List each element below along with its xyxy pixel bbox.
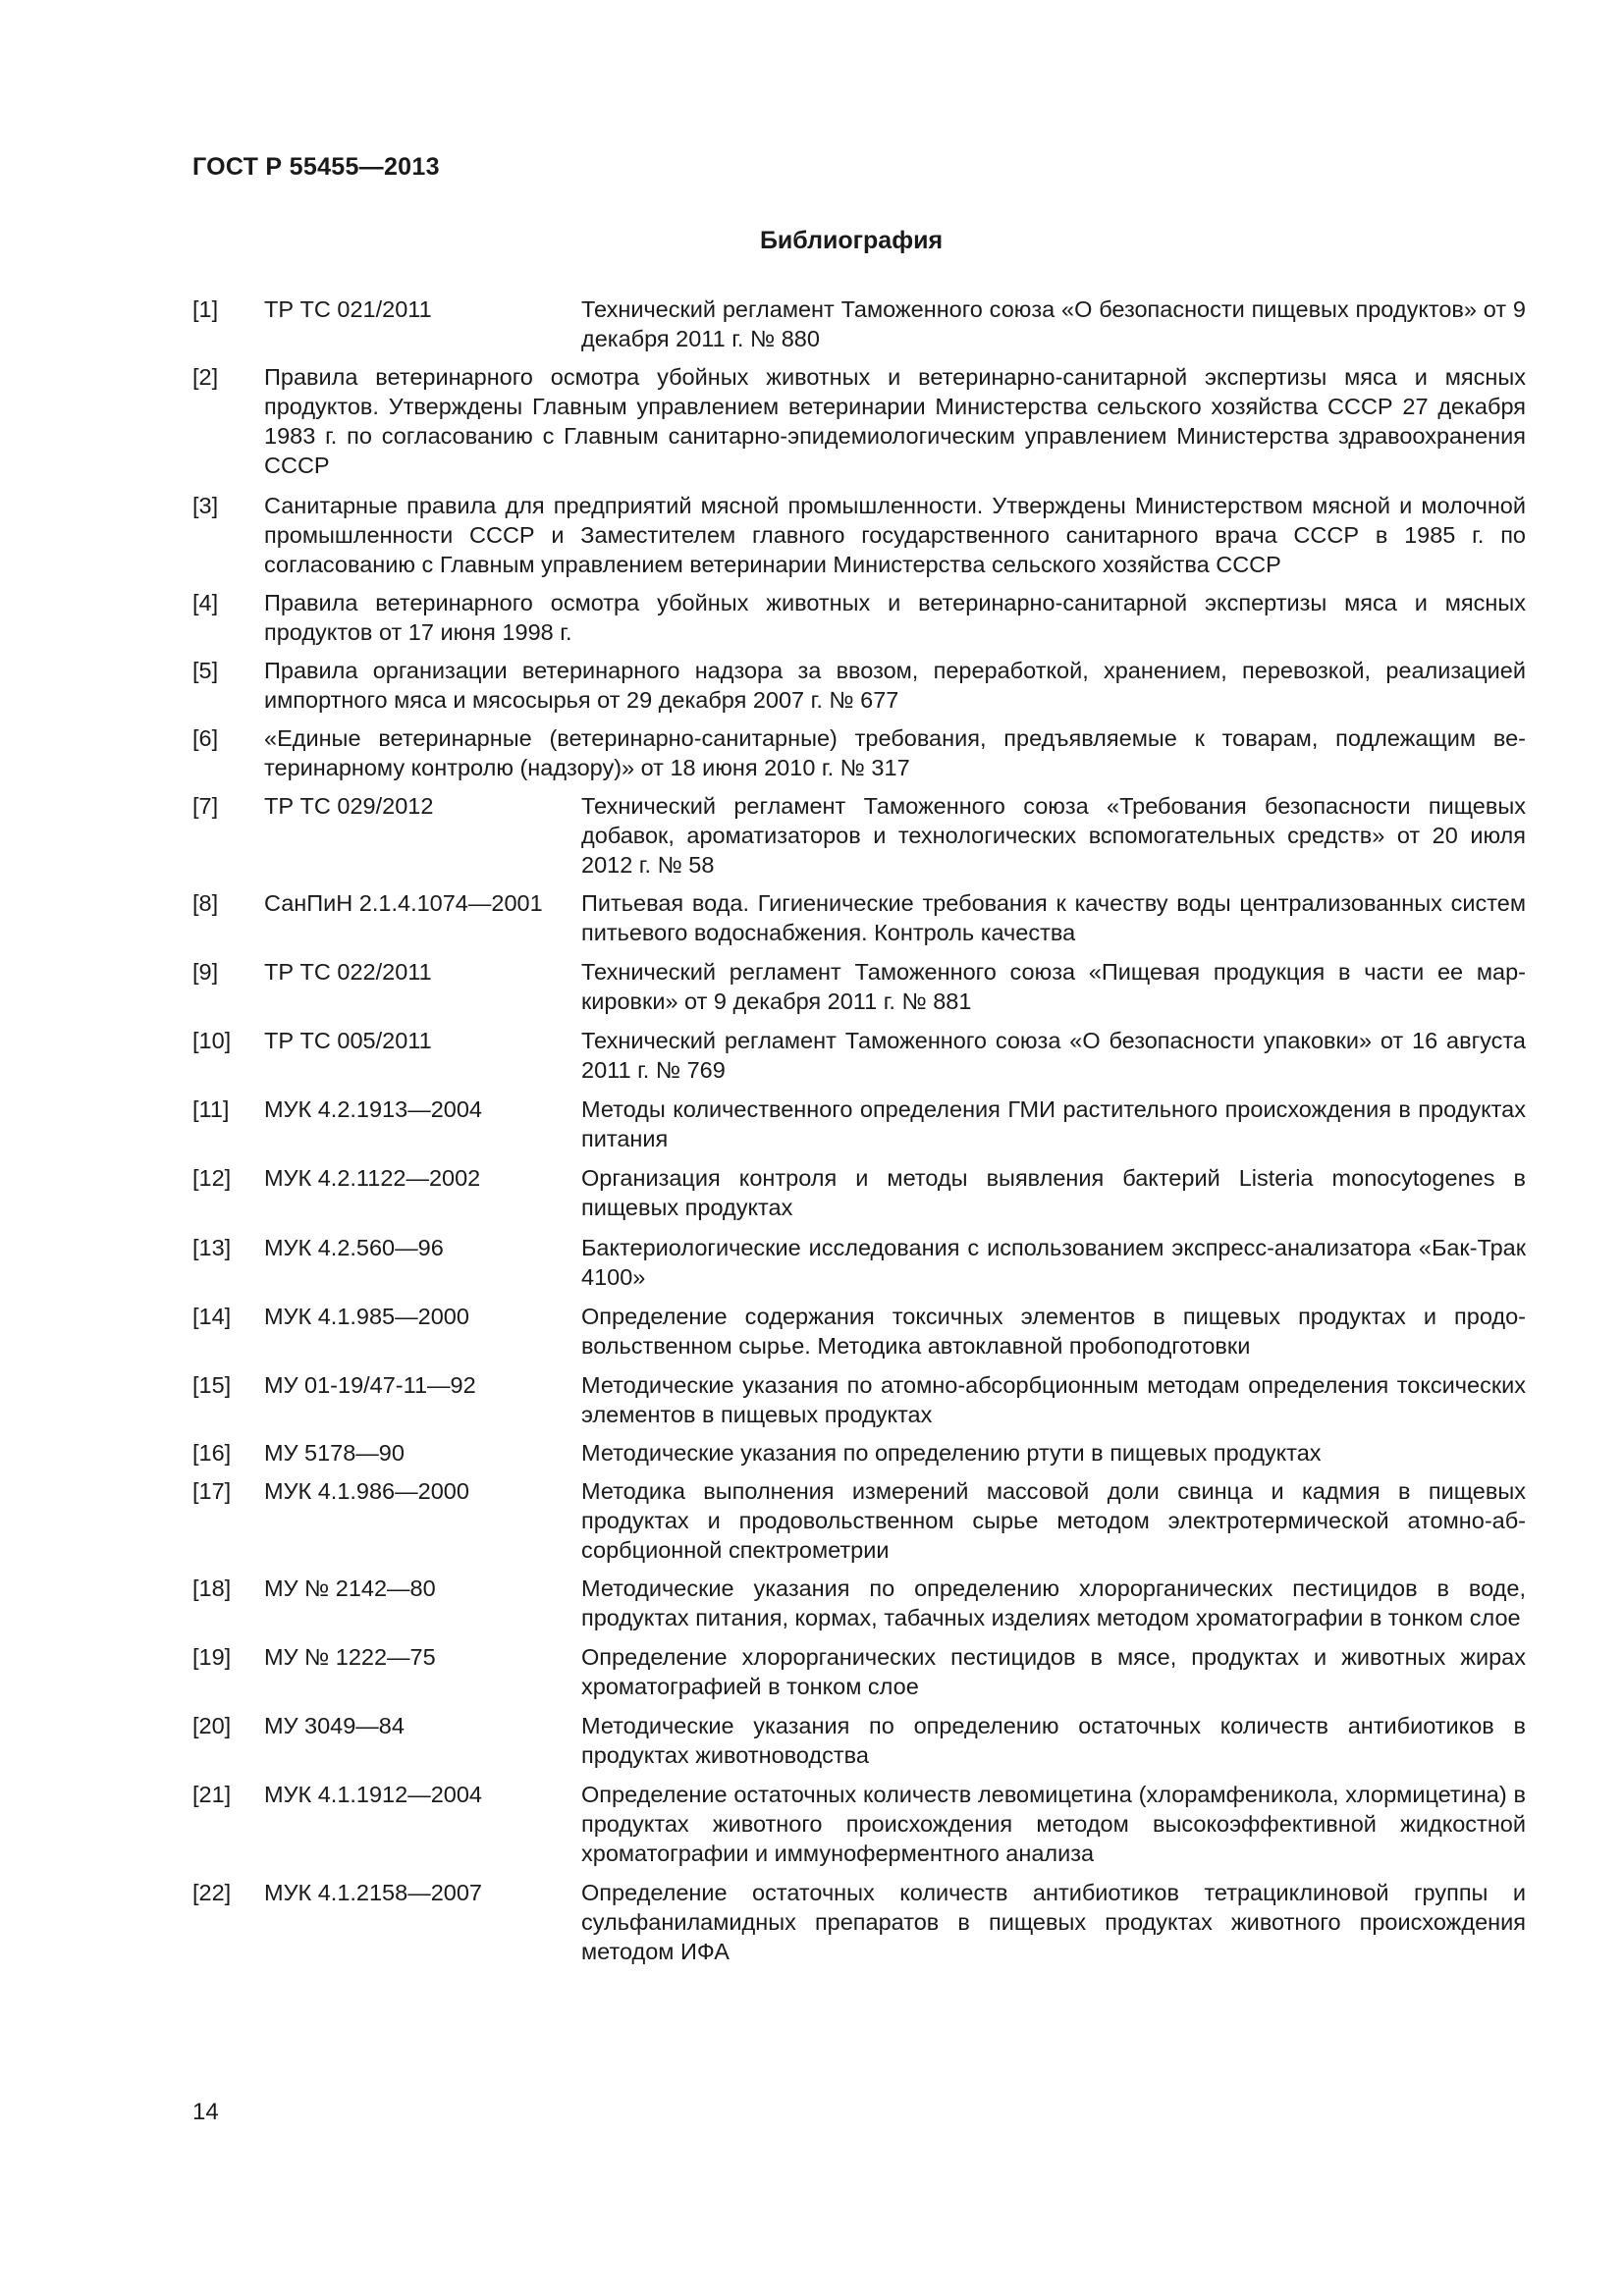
page-number: 14: [192, 2099, 219, 2125]
bibliography-entry: [192, 888, 1526, 947]
entry-text: Определение содержания токсичных элементов в пищевых продуктах и продовольственном сырье. Методика автоклавной пробоподготовки: [581, 1304, 1526, 1359]
entry-text: Санитарные правила для предприятий мясной промышленности. Утверждены Министерством мясной и молочной промышленности СССР и Заместителем главного государственного санитарного врача СССР в 1985 г. по согласованию с Главным управлением ветеринарии Министерства сельского хозяйства СССР: [264, 493, 1526, 577]
bibliography-entry: [192, 1438, 1526, 1468]
entry-text: Методические указания по определению остаточных количеств антибиотиков в продуктах животноводства: [581, 1713, 1526, 1768]
entry-number: [22]: [192, 1880, 232, 1905]
entry-number: [19]: [192, 1644, 232, 1670]
entry-number: [9]: [192, 959, 219, 985]
entry-code: ТР ТС 005/2011: [264, 1028, 432, 1053]
entry-number: [11]: [192, 1096, 230, 1122]
entry-code: МУК 4.1.985—2000: [264, 1304, 469, 1329]
bibliography-entry: [192, 588, 1526, 647]
bibliography-entry: [192, 957, 1526, 1016]
bibliography-entry: [192, 723, 1526, 782]
entry-code: МУК 4.1.1912—2004: [264, 1782, 482, 1807]
entry-code: МУК 4.2.1122—2002: [264, 1165, 481, 1191]
bibliography-entry: [192, 1233, 1526, 1292]
entry-code: ТР ТС 029/2012: [264, 793, 434, 819]
entry-text: Определение хлорорганических пестицидов в мясе, продуктах и животных жирах хроматографией в тонком слое: [581, 1644, 1526, 1699]
entry-code: МУК 4.2.1913—2004: [264, 1096, 482, 1122]
section-title: Библиография: [759, 227, 944, 254]
entry-number: [16]: [192, 1440, 232, 1466]
bibliography-entry: [192, 1711, 1526, 1770]
entry-number: [3]: [192, 493, 219, 518]
entry-text: Питьевая вода. Гигиенические требования к качеству воды централизованных систем питьевого водоснабжения. Контроль качества: [581, 890, 1526, 945]
entry-code: СанПиН 2.1.4.1074—2001: [264, 890, 543, 916]
entry-number: [6]: [192, 725, 219, 751]
bibliography-entry: [192, 362, 1526, 480]
entry-code: МУК 4.2.560—96: [264, 1235, 444, 1260]
entry-number: [5]: [192, 658, 219, 683]
entry-code: ТР ТС 021/2011: [264, 296, 432, 322]
bibliography-entry: [192, 491, 1526, 579]
entry-text: Бактериологические исследования с использованием экспресс-анализатора «Бак-Трак 4100»: [581, 1235, 1526, 1290]
entry-text: Определение остаточных количеств антибиотиков тетрациклиновой группы и сульфаниламидных препаратов в пищевых продуктах животного происхождения методом ИФА: [581, 1880, 1526, 1964]
entry-number: [7]: [192, 793, 219, 819]
entry-code: МУК 4.1.2158—2007: [264, 1880, 482, 1905]
entry-code: МУК 4.1.986—2000: [264, 1478, 469, 1504]
bibliography-entry: [192, 1642, 1526, 1701]
bibliography-entry: [192, 1878, 1526, 1966]
entry-number: [20]: [192, 1713, 232, 1738]
entry-number: [21]: [192, 1782, 232, 1807]
entry-number: [2]: [192, 364, 219, 390]
entry-text: Правила ветеринарного осмотра убойных животных и ветеринарно-санитарной экспертизы мяса и мясных продуктов. Утверждены Главным управлением ветеринарии Министерства сельского хозяйства СССР 27 декабря 1983 г. по согласованию с Главным санитарно-эпидемиологическим управлением Министерства здравоохранения СССР: [264, 364, 1526, 478]
entry-text: Методические указания по определению хлорорганических пестицидов в воде, продуктах питания, кормах, табачных изделиях методом хроматографии в тонком слое: [581, 1575, 1526, 1630]
entry-text: Технический регламент Таможенного союза «О безопасности пищевых продуктов» от 9 декабря 2011 г. № 880: [581, 296, 1526, 351]
entry-text: Методические указания по определению ртути в пищевых продуктах: [581, 1440, 1322, 1466]
entry-code: ТР ТС 022/2011: [264, 959, 432, 985]
entry-number: [15]: [192, 1372, 232, 1398]
entry-number: [4]: [192, 590, 219, 615]
entry-text: Технический регламент Таможенного союза «Требования безопасности пищевых добавок, ароматизаторов и технологических вспомогательных средств» от 20 июля 2012 г. № 58: [581, 793, 1526, 878]
entry-number: [8]: [192, 890, 219, 916]
entry-text: Методика выполнения измерений массовой доли свинца и кадмия в пищевых продуктах и продовольственном сырье методом электротермической атомно-абсорбционной спектрометрии: [581, 1478, 1526, 1563]
entry-text: «Единые ветеринарные (ветеринарно-санитарные) требования, предъявляемые к товарам, подлежащим ветеринарному контролю (надзору)» от 18 июня 2010 г. № 317: [264, 725, 1526, 780]
bibliography-entry: [192, 1780, 1526, 1868]
entry-text: Правила ветеринарного осмотра убойных животных и ветеринарно-санитарной экспертизы мяса и мясных продуктов от 17 июня 1998 г.: [264, 590, 1526, 645]
entry-number: [18]: [192, 1575, 232, 1601]
entry-text: Технический регламент Таможенного союза «Пищевая продукция в части ее маркировки» от 9 декабря 2011 г. № 881: [581, 959, 1526, 1014]
entry-number: [10]: [192, 1028, 232, 1053]
bibliography-entry: [192, 1302, 1526, 1361]
standard-designation: ГОСТ Р 55455—2013: [192, 153, 440, 181]
bibliography-entry: [192, 1026, 1526, 1085]
entry-number: [17]: [192, 1478, 232, 1504]
entry-text: Организация контроля и методы выявления бактерий Listeria monocytogenes в пищевых продуктах: [581, 1165, 1526, 1220]
entry-number: [13]: [192, 1235, 232, 1260]
bibliography-entry: [192, 1476, 1526, 1565]
entry-number: [1]: [192, 296, 219, 322]
bibliography-entry: [192, 1095, 1526, 1153]
entry-code: МУ № 1222—75: [264, 1644, 436, 1670]
entry-text: Правила организации ветеринарного надзора за ввозом, переработкой, хранением, перевозкой, реализацией импортного мяса и мясосырья от 29 декабря 2007 г. № 677: [264, 658, 1526, 713]
entry-number: [14]: [192, 1304, 232, 1329]
entry-code: МУ 5178—90: [264, 1440, 405, 1466]
entry-text: Методы количественного определения ГМИ растительного происхождения в продуктах питания: [581, 1096, 1526, 1151]
entry-number: [12]: [192, 1165, 232, 1191]
bibliography-list: [192, 294, 1526, 1966]
bibliography-entry: [192, 791, 1526, 880]
bibliography-entry: [192, 294, 1526, 353]
entry-text: Методические указания по атомно-абсорбционным методам определения токсических элементов в пищевых продуктах: [581, 1372, 1526, 1427]
entry-code: МУ № 2142—80: [264, 1575, 436, 1601]
bibliography-entry: [192, 1370, 1526, 1429]
entry-text: Определение остаточных количеств левомицетина (хлорамфеникола, хлормицетина) в продуктах животного происхождения методом высокоэффективной жидкостной хроматографии и иммуноферментного анализа: [581, 1782, 1526, 1866]
bibliography-entry: [192, 1574, 1526, 1632]
entry-text: Технический регламент Таможенного союза «О безопасности упаковки» от 16 августа 2011 г. № 769: [581, 1028, 1526, 1083]
entry-code: МУ 01-19/47-11—92: [264, 1372, 476, 1398]
entry-code: МУ 3049—84: [264, 1713, 405, 1738]
bibliography-entry: [192, 1163, 1526, 1222]
bibliography-entry: [192, 656, 1526, 715]
